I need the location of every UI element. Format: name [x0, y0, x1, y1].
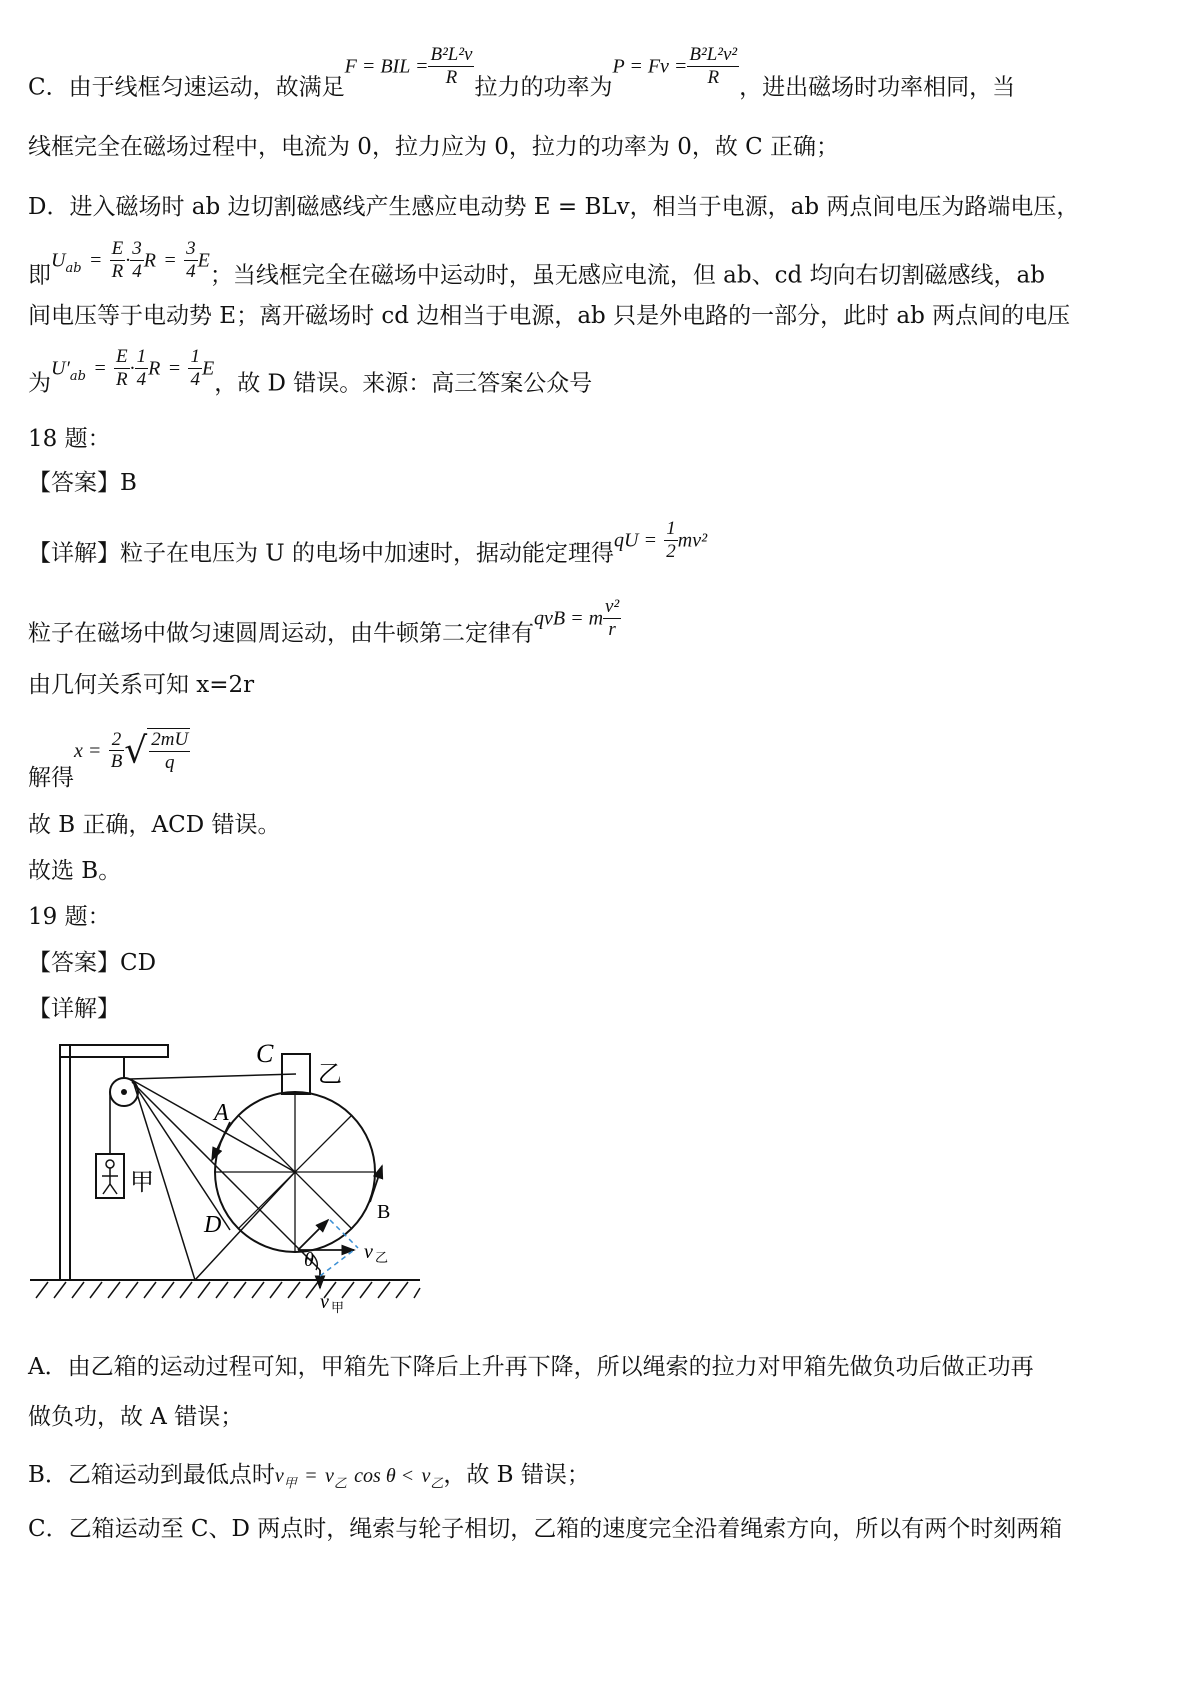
q18-answer: 【答案】B — [28, 470, 137, 496]
text-d4a: 为 — [28, 370, 51, 397]
option-d-line2 — [28, 238, 1045, 299]
label-v-jia-sub: 甲 — [331, 1300, 345, 1315]
q18-line6: 故选 B。 — [28, 858, 122, 884]
formula-x: x = — [74, 739, 102, 762]
formula-uab2: U′ — [51, 357, 70, 380]
frac-e-den: R — [111, 260, 124, 282]
option-c-line2: 线框完全在磁场过程中，电流为 0，拉力应为 0，拉力的功率为 0，故 C 正确； — [28, 134, 840, 160]
text-c1a: C．由于线框匀速运动，故满足 — [28, 74, 345, 101]
formula-vyi2-sub: 乙 — [430, 1476, 444, 1492]
label-yi: 乙 — [318, 1062, 342, 1088]
post — [60, 1045, 70, 1280]
text-c1c: ，进出磁场时功率相同，当 — [739, 74, 1016, 101]
frac-1b-den: 4 — [190, 368, 200, 390]
text-d2a: 即 — [28, 262, 51, 289]
formula-f-num: B²L²v — [430, 44, 473, 65]
person-icon — [102, 1160, 118, 1194]
frac-3-4 — [130, 238, 144, 283]
frac-e2-num: E — [116, 346, 128, 367]
option-c-line1 — [28, 44, 1016, 111]
formula-uab2-sub: ab — [69, 368, 86, 384]
label-b: B — [377, 1201, 391, 1223]
q18-line4 — [28, 728, 190, 802]
frac-q-den: q — [164, 751, 175, 773]
frac-2-b — [109, 729, 125, 774]
formula-uab: U — [51, 249, 66, 272]
formula-f-frac — [428, 44, 474, 89]
formula-p-frac — [687, 44, 739, 89]
text-c1b: 拉力的功率为 — [474, 74, 613, 101]
beam — [60, 1045, 168, 1057]
frac-4-den: 4 — [132, 260, 142, 282]
frac-1b-num: 1 — [190, 346, 200, 367]
formula-eq5: = — [304, 1465, 318, 1487]
formula-e2: E — [201, 357, 215, 380]
formula-r1: R — [143, 249, 156, 272]
q18-title: 18 题： — [28, 426, 111, 452]
formula-qvb: qvB = m — [534, 607, 604, 630]
frac-4b-den: 4 — [186, 260, 196, 282]
frac-e-r2 — [114, 346, 130, 391]
frac-e-num: E — [111, 238, 124, 259]
frac-1-4 — [135, 346, 149, 391]
q19-detail: 【详解】 — [28, 996, 120, 1022]
frac-half — [664, 518, 678, 563]
option-d-line4 — [28, 346, 593, 407]
q19-a-line1: A．由乙箱的运动过程可知，甲箱先下降后上升再下降，所以绳索的拉力对甲箱先做负功后做正功再 — [28, 1354, 1034, 1380]
formula-vyi-sub: 乙 — [333, 1476, 347, 1492]
formula-p-lhs: P = Fv = — [612, 55, 688, 78]
frac-1-den: 4 — [136, 368, 147, 390]
frac-3b-num: 3 — [186, 238, 196, 259]
frac-v2-r — [603, 596, 621, 641]
text-q18-detail: 【详解】粒子在电压为 U 的电场中加速时，据动能定理得 — [28, 540, 615, 567]
option-d-line1: D．进入磁场时 ab 边切割磁感线产生感应电动势 E = BLv，相当于电源，ab 两点间电压为路端电压， — [28, 194, 1080, 220]
formula-eq2: = — [163, 249, 177, 272]
dashed-component-2 — [320, 1250, 354, 1276]
frac-half-num: 1 — [666, 518, 676, 539]
text-q18-l4: 解得 — [28, 764, 74, 791]
q19-c-line1: C．乙箱运动至 C、D 两点时，绳索与轮子相切，乙箱的速度完全沿着绳索方向，所以有两个时刻两箱 — [28, 1516, 1063, 1542]
q19-answer: 【答案】CD — [28, 950, 157, 976]
frac-2-num: 2 — [109, 729, 125, 752]
formula-qu: qU = — [614, 529, 657, 552]
formula-dot2: · — [129, 357, 135, 380]
dashed-component — [330, 1220, 358, 1248]
formula-cos: cos θ < — [354, 1465, 415, 1487]
formula-eq1: = — [88, 249, 103, 272]
sqrt-icon: √ — [124, 730, 148, 772]
frac-1-num: 1 — [136, 346, 147, 367]
formula-mv2: mv² — [677, 529, 708, 552]
frac-2mu-q — [149, 729, 190, 774]
label-theta: θ — [304, 1249, 314, 1271]
frac-1-4b — [188, 346, 202, 391]
text-d2b: ；当线框完全在磁场中运动时，虽无感应电流，但 ab、cd 均向右切割磁感线，ab — [209, 262, 1045, 289]
label-v-jia: v — [320, 1291, 329, 1313]
frac-2mu-num: 2mU — [151, 729, 189, 750]
formula-dot1: · — [125, 249, 131, 272]
formula-vyi2: v — [421, 1465, 431, 1487]
option-d-line3: 间电压等于电动势 E；离开磁场时 cd 边相当于电源，ab 只是外电路的一部分，此时 ab 两点间的电压 — [28, 303, 1071, 329]
label-d: D — [204, 1212, 222, 1238]
formula-eq3: = — [93, 357, 107, 380]
formula-vyi: v — [324, 1465, 334, 1487]
pulley-wheel-diagram — [20, 1030, 460, 1320]
formula-f-lhs: F = BIL = — [344, 55, 429, 78]
label-v-yi: v — [364, 1241, 373, 1263]
formula-p-den: R — [707, 66, 720, 88]
formula-uab-sub: ab — [65, 260, 82, 276]
arrow-tangent — [298, 1220, 328, 1250]
formula-vjia: v — [274, 1465, 284, 1487]
formula-eq4: = — [167, 357, 182, 380]
text-b1b: ，故 B 错误； — [443, 1462, 590, 1488]
label-a: A — [214, 1100, 229, 1126]
frac-e2-den: R — [116, 368, 128, 390]
text-q18-l2: 粒子在磁场中做匀速圆周运动，由牛顿第二定律有 — [28, 620, 534, 647]
q18-line5: 故 B 正确，ACD 错误。 — [28, 812, 281, 838]
q19-a-line2: 做负功，故 A 错误； — [28, 1404, 244, 1430]
label-c: C — [256, 1039, 274, 1068]
q18-detail — [28, 518, 708, 577]
q19-title: 19 题： — [28, 904, 111, 930]
label-v-yi-sub: 乙 — [375, 1250, 389, 1265]
formula-e1: E — [197, 249, 210, 272]
formula-f-den: R — [445, 66, 458, 88]
frac-3-num: 3 — [132, 238, 142, 259]
text-b1a: B．乙箱运动到最低点时 — [28, 1462, 275, 1488]
frac-v2-num: v² — [605, 596, 620, 617]
sqrt-body — [147, 728, 190, 774]
formula-vjia-sub: 甲 — [283, 1476, 297, 1492]
q18-line2 — [28, 596, 621, 657]
formula-r2: R — [148, 357, 161, 380]
arrow-a — [212, 1122, 230, 1160]
label-jia: 甲 — [130, 1170, 154, 1196]
frac-half-den: 2 — [666, 540, 676, 562]
ground-hatch — [36, 1282, 420, 1298]
frac-e-r — [110, 238, 126, 283]
q19-b-line1 — [28, 1456, 590, 1492]
frac-b-den: B — [110, 751, 123, 773]
frac-3-4b — [184, 238, 198, 283]
q18-line3: 由几何关系可知 x=2r — [28, 672, 255, 698]
formula-p-num: B²L²v² — [689, 44, 738, 65]
text-d4b: ，故 D 错误。来源：高三答案公众号 — [214, 370, 593, 397]
frac-v2-den: r — [608, 618, 616, 640]
